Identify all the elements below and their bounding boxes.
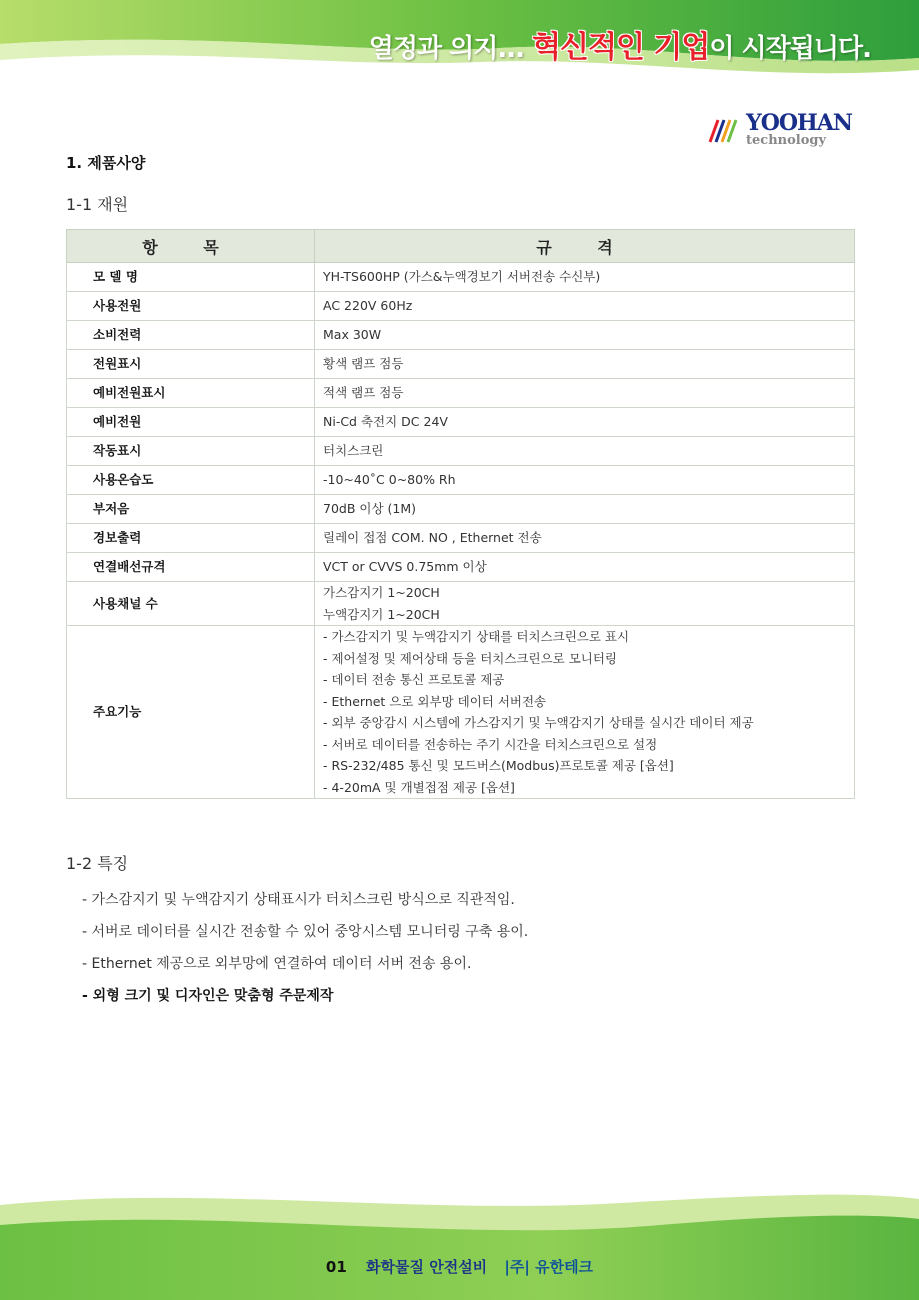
list-item: - 서버로 데이터를 실시간 전송할 수 있어 중앙시스템 모니터링 구축 용이. (82, 924, 529, 940)
features-list (82, 884, 528, 1012)
table-row: 모 델 명 YH-TS600HP (가스&누액경보기 서버전송 수신부) (67, 263, 855, 292)
logo-name: YOOHAN (746, 110, 852, 136)
spec-header-spec: 규 격 (315, 230, 855, 263)
list-item: - 외형 크기 및 디자인은 맞춤형 주문제작 (82, 988, 334, 1004)
table-row: 경보출력 릴레이 접점 COM. NO , Ethernet 전송 (67, 524, 855, 553)
list-item: - Ethernet 제공으로 외부망에 연결하여 데이터 서버 전송 용이. (82, 956, 472, 972)
table-row: 예비전원 Ni-Cd 축전지 DC 24V (67, 408, 855, 437)
table-row: 사용온습도 -10~40˚C 0~80% Rh (67, 466, 855, 495)
features-subtitle: 1-2 특징 (66, 854, 129, 873)
footer-company: |주| 유한테크 (504, 1258, 594, 1276)
footer-department: 화학물질 안전설비 (366, 1258, 488, 1276)
footer (0, 1256, 919, 1277)
table-row: 부저음 70dB 이상 (1M) (67, 495, 855, 524)
table-row: 사용전원 AC 220V 60Hz (67, 292, 855, 321)
table-row: 소비전력 Max 30W (67, 321, 855, 350)
footer-banner (0, 1185, 919, 1300)
list-item: - 가스감지기 및 누액감지기 상태표시가 터치스크린 방식으로 직관적임. (82, 892, 515, 908)
logo-subtitle: technology (746, 133, 827, 148)
spec-subtitle: 1-1 재원 (66, 195, 129, 214)
header-slogan: 열정과 의지... 혁신적인 기업이 시작됩니다. (368, 30, 871, 65)
page-number: 01 (325, 1258, 347, 1276)
table-row-channels: 사용채널 수 가스감지기 1~20CH 누액감지기 1~20CH (67, 582, 855, 626)
table-row-functions: 주요기능 - 가스감지기 및 누액감지기 상태를 터치스크린으로 표시 - 제어설정 및 제어상태 등을 터치스크린으로 모니터링 - 데이터 전송 통신 프로토콜 제공 - Ethernet 으로 외부망 데이터 서버전송 - 외부 중앙감시 시스템에 가스감지기 및 누액감지기 상태를 실시간 데이터 제공 - 서버로 데이터를 전송하는 주기 시간을 터치스크린으로 설정 - RS-232/485 통신 및 모드버스(Modbus)프로토콜 제공 [옵션] - 4-20mA 및 개별접점 제공 [옵션] (67, 626, 855, 799)
spec-table (66, 229, 855, 799)
table-row: 작동표시 터치스크린 (67, 437, 855, 466)
table-row: 예비전원표시 적색 램프 점등 (67, 379, 855, 408)
section-title: 1. 제품사양 (66, 154, 146, 172)
table-row: 전원표시 황색 램프 점등 (67, 350, 855, 379)
table-row: 연결배선규격 VCT or CVVS 0.75mm 이상 (67, 553, 855, 582)
spec-header-item: 항 목 (67, 230, 315, 263)
